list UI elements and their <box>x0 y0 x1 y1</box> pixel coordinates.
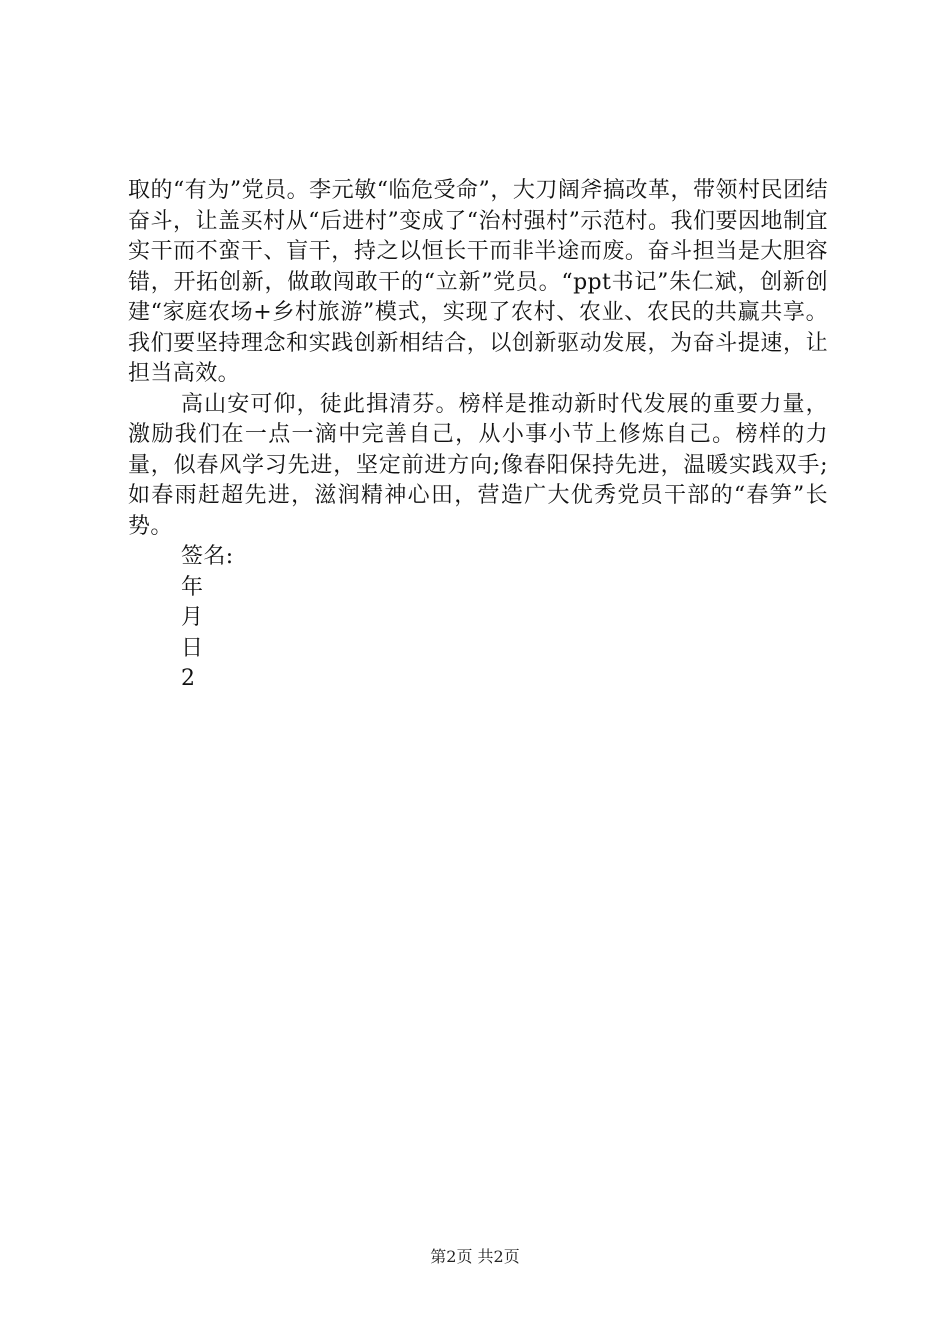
year-label: 年 <box>181 574 204 600</box>
month-label: 月 <box>181 605 204 630</box>
document-body <box>128 176 828 695</box>
page-footer <box>0 1244 950 1267</box>
trailing-number: 2 <box>181 666 196 691</box>
paragraph-continuation: 取的“有为”党员。李元敏“临危受命”，大刀阔斧搞改革，带领村民团结奋斗，让盖买村从“后进村”变成了“治村强村”示范村。我们要因地制宜实干而不蛮干、盲干，持之以恒长干而非半途而废。奋斗担当是大胆容错，开拓创新，做敢闯敢干的“立新”党员。“ppt书记”朱仁斌，创新创建“家庭农场+乡村旅游”模式，实现了农村、农业、农民的共赢共享。我们要坚持理念和实践创新相结合，以创新驱动发展，为奋斗提速，让担当高效。 <box>128 178 828 386</box>
day-label: 日 <box>181 635 204 661</box>
signature-block <box>128 542 828 695</box>
page-number-text: 第2页 共2页 <box>430 1247 520 1266</box>
signature-label: 签名: <box>181 544 234 569</box>
paragraph-role-models: 高山安可仰，徒此揖清芬。榜样是推动新时代发展的重要力量，激励我们在一点一滴中完善自己，从小事小节上修炼自己。榜样的力量，似春风学习先进，坚定前进方向;像春阳保持先进，温暖实践双手;如春雨赶超先进，滋润精神心田，营造广大优秀党员干部的“春笋”长势。 <box>128 391 828 539</box>
